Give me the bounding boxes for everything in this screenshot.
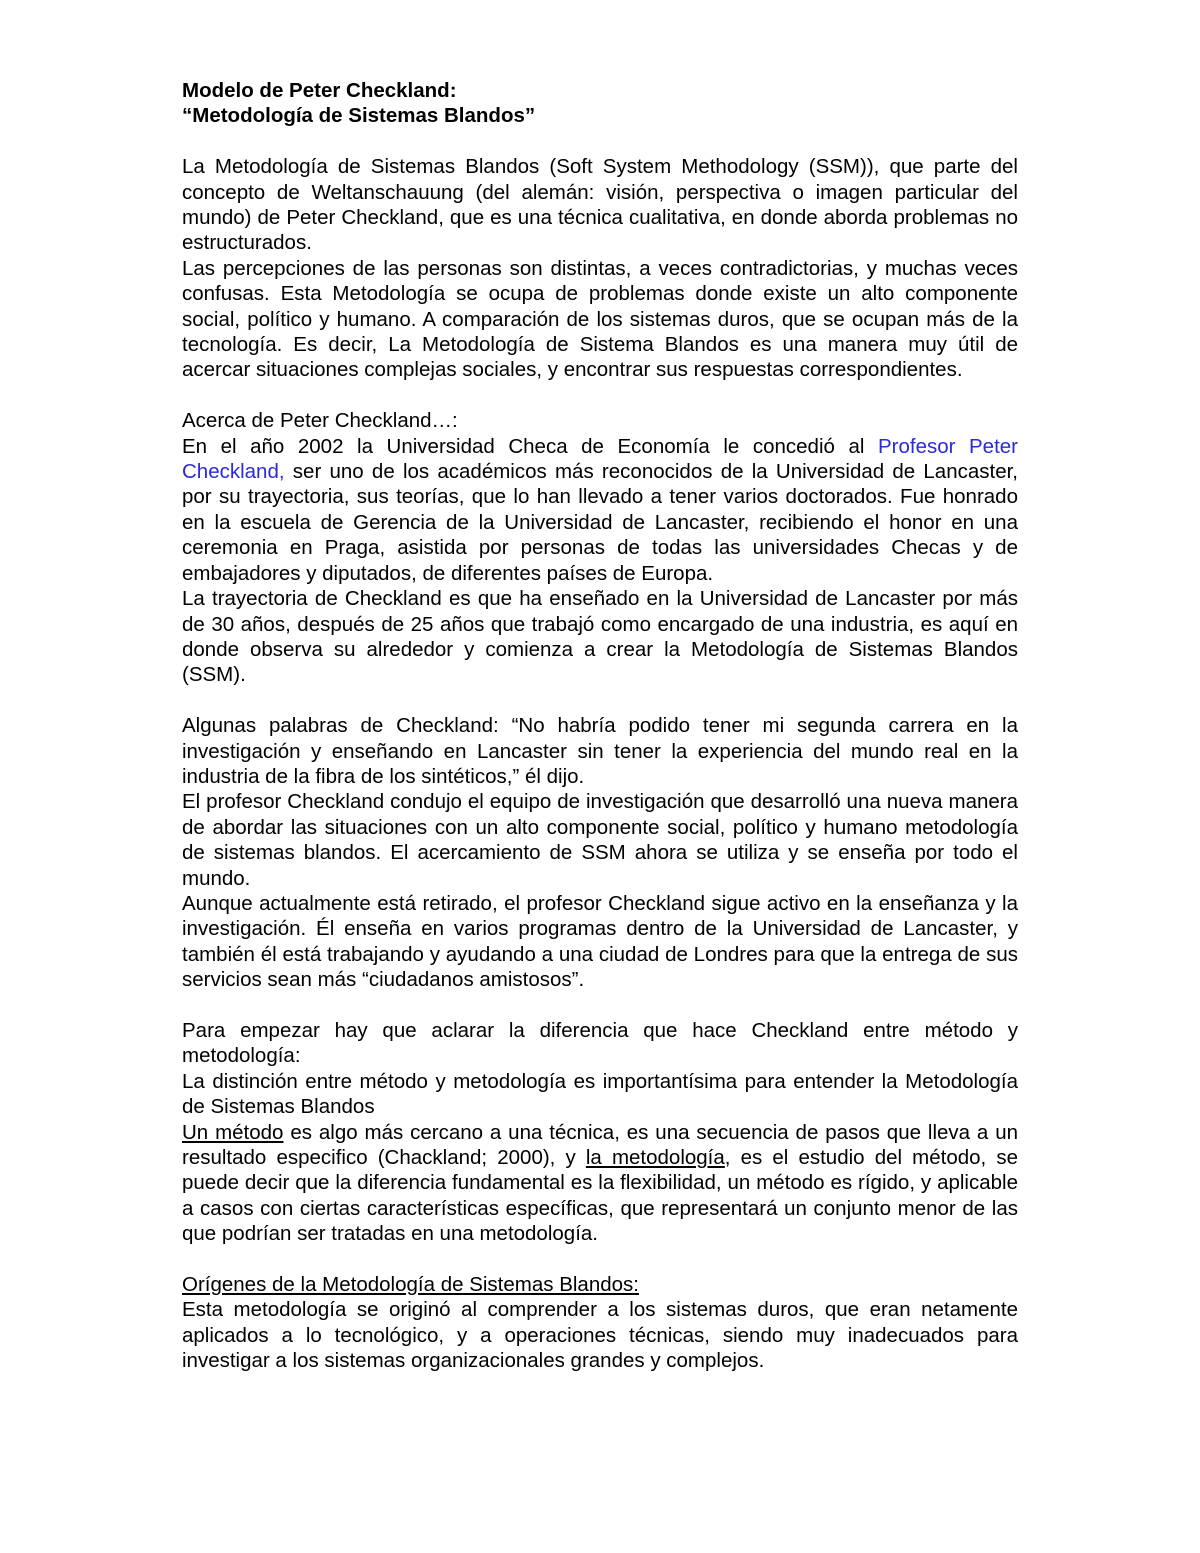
spacer (182, 129, 1018, 154)
method-paragraph-2: La distinción entre método y metodología es importantísima para entender la Metodología de Sistemas Blandos (182, 1069, 1018, 1119)
spacer (182, 383, 1018, 408)
words-paragraph-1: Algunas palabras de Checkland: “No habría podido tener mi segunda carrera en la investigación y enseñando en Lancaster sin tener la experiencia del mundo real en la industria de la fibra de los sintéticos,” él dijo. (182, 714, 1018, 788)
method-paragraph-1: Para empezar hay que aclarar la diferencia que hace Checkland entre método y metodología: (182, 1018, 1018, 1068)
spacer (182, 993, 1018, 1018)
method-paragraph-3-mid: es algo más cercano a una técnica, es una secuencia de pasos que lleva a un resultado especifico (Chackland; 2000), y (182, 1120, 1018, 1169)
intro-paragraph-1: La Metodología de Sistemas Blandos (Soft System Methodology (SSM)), que parte del concepto de Weltanschauung (del alemán: visión, perspectiva o imagen particular del mundo) de Peter Checkland, que es una técnica cualitativa, en donde aborda problemas no estructurados. (182, 155, 1018, 255)
profesor-checkland-link[interactable]: Profesor Peter Checkland, (182, 434, 1019, 484)
document-title-line2: “Metodología de Sistemas Blandos” (182, 104, 536, 128)
origins-heading: Orígenes de la Metodología de Sistemas Blandos: (182, 1273, 639, 1297)
spacer (182, 688, 1018, 713)
about-heading: Acerca de Peter Checkland…: (182, 409, 458, 433)
document-page (182, 78, 1018, 1374)
words-paragraph-3: Aunque actualmente está retirado, el profesor Checkland sigue activo en la enseñanza y la investigación. Él enseña en varios programas dentro de la Universidad de Lancaster, y también él está trabajando y ayudando a una ciudad de Londres para que la entrega de sus servicios sean más “ciudadanos amistosos”. (182, 891, 1018, 992)
la-metodologia-underlined: la metodología (585, 1146, 725, 1169)
about-paragraph-1-start: En el año 2002 la Universidad Checa de Economía le concedió al (182, 434, 878, 458)
about-paragraph-1 (182, 434, 1018, 586)
intro-paragraph-2: Las percepciones de las personas son distintas, a veces contradictorias, y muchas veces confusas. Esta Metodología se ocupa de problemas donde existe un alto componente social, político y humano. A comparación de los sistemas duros, que se ocupan más de la tecnología. Es decir, La Metodología de Sistema Blandos es una manera muy útil de acercar situaciones complejas sociales, y encontrar sus respuestas correspondientes. (182, 256, 1018, 382)
method-paragraph-3-end: , es el estudio del método, se puede decir que la diferencia fundamental es la flexibilidad, un método es rígido, y aplicable a casos con ciertas características específicas, que representará un conjunto menor de las que podrían ser tratadas en una metodología. (182, 1146, 1019, 1246)
spacer (182, 1247, 1018, 1272)
un-metodo-underlined: Un método (182, 1120, 284, 1144)
origins-paragraph-1: Esta metodología se originó al comprender a los sistemas duros, que eran netamente aplicados a lo tecnológico, y a operaciones técnicas, siendo muy inadecuados para investigar a los sistemas organizacionales grandes y complejos. (182, 1298, 1018, 1373)
document-title-line1: Modelo de Peter Checkland: (182, 79, 457, 102)
about-paragraph-2: La trayectoria de Checkland es que ha enseñado en la Universidad de Lancaster por más de 30 años, después de 25 años que trabajó como encargado de una industria, es aquí en donde observa su alrededor y comienza a crear la Metodología de Sistemas Blandos (SSM). (182, 587, 1018, 687)
words-paragraph-2: El profesor Checkland condujo el equipo de investigación que desarrolló una nueva manera de abordar las situaciones con un alto componente social, político y humano metodología de sistemas blandos. El acercamiento de SSM ahora se utiliza y se enseña por todo el mundo. (182, 790, 1018, 890)
method-paragraph-3 (182, 1120, 1018, 1247)
about-paragraph-1-end: ser uno de los académicos más reconocidos de la Universidad de Lancaster, por su trayectoria, sus teorías, que lo han llevado a tener varios doctorados. Fue honrado en la escuela de Gerencia de la Universidad de Lancaster, recibiendo el honor en una ceremonia en Praga, asistida por personas de todas las universidades Checas y de embajadores y diputados, de diferentes países de Europa. (182, 460, 1018, 585)
